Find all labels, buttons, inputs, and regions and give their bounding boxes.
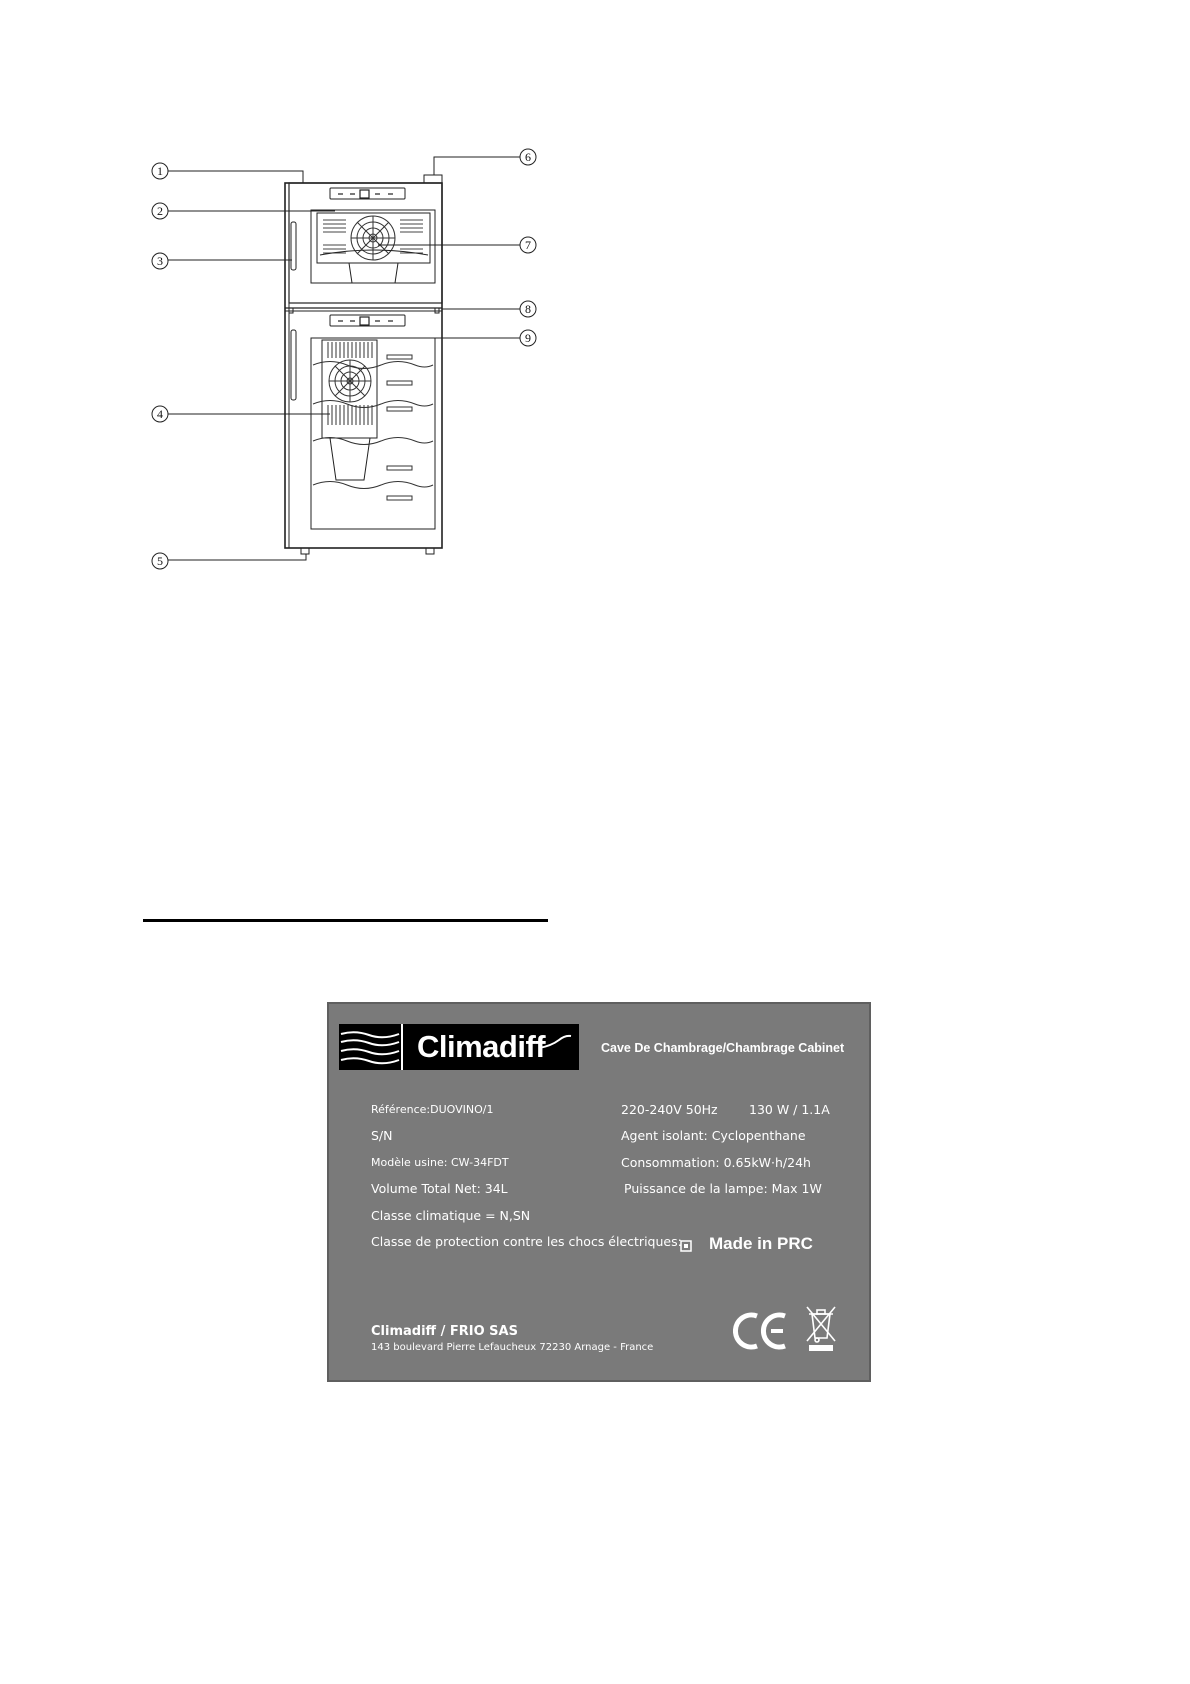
manufacturer-name: Climadiff / FRIO SAS xyxy=(371,1324,518,1339)
callout-leaders xyxy=(168,157,520,560)
upper-fan xyxy=(351,216,395,260)
callout-label-5: 5 xyxy=(157,554,163,568)
rating-plate xyxy=(327,1002,871,1382)
lamp-power: Puissance de la lampe: Max 1W xyxy=(624,1181,822,1196)
top-hinge xyxy=(424,175,442,183)
made-in-label: Made in PRC xyxy=(709,1234,813,1253)
voltage-frequency: 220-240V 50Hz xyxy=(621,1102,718,1117)
lower-handle xyxy=(291,330,296,400)
power-current: 130 W / 1.1A xyxy=(749,1102,830,1117)
plate-title: Cave De Chambrage/Chambrage Cabinet xyxy=(601,1041,845,1055)
upper-handle xyxy=(291,222,296,270)
callout-label-6: 6 xyxy=(525,150,531,164)
protection-class: Classe de protection contre les chocs électriques: xyxy=(371,1234,682,1249)
wine-cabinet-diagram xyxy=(0,0,600,600)
reference: Référence:DUOVINO/1 xyxy=(371,1103,494,1116)
section-divider xyxy=(143,919,548,922)
logo-waves-icon xyxy=(339,1024,401,1070)
cabinet-foot-right xyxy=(426,548,434,554)
callout-label-2: 2 xyxy=(157,204,163,218)
callout-label-1: 1 xyxy=(157,164,163,178)
callout-label-3: 3 xyxy=(157,254,163,268)
wine-shelves xyxy=(313,355,433,500)
insulation-agent: Agent isolant: Cyclopenthane xyxy=(621,1128,806,1143)
logo-swoosh-icon xyxy=(537,1032,573,1052)
callout-label-9: 9 xyxy=(525,331,531,345)
callout-label-7: 7 xyxy=(525,238,531,252)
ce-mark-icon xyxy=(733,1312,787,1350)
brand-name: Climadiff xyxy=(417,1029,546,1064)
climate-class: Classe climatique = N,SN xyxy=(371,1208,531,1223)
callout-markers xyxy=(152,149,536,569)
brand-logo xyxy=(339,1024,579,1070)
upper-door xyxy=(289,183,442,303)
cabinet-foot-left xyxy=(301,548,309,554)
callout-label-8: 8 xyxy=(525,302,531,316)
serial-number: S/N xyxy=(371,1128,393,1143)
energy-consumption: Consommation: 0.65kW·h/24h xyxy=(621,1155,811,1170)
manufacturer-address: 143 boulevard Pierre Lefaucheux 72230 Arnage - France xyxy=(371,1342,654,1353)
logo-divider xyxy=(401,1024,403,1070)
callout-label-4: 4 xyxy=(157,407,163,421)
weee-crossed-bin-icon xyxy=(804,1304,838,1352)
net-volume: Volume Total Net: 34L xyxy=(371,1181,508,1196)
lower-window xyxy=(311,338,435,529)
class-ii-icon xyxy=(680,1240,692,1252)
factory-model: Modèle usine: CW-34FDT xyxy=(371,1156,509,1169)
